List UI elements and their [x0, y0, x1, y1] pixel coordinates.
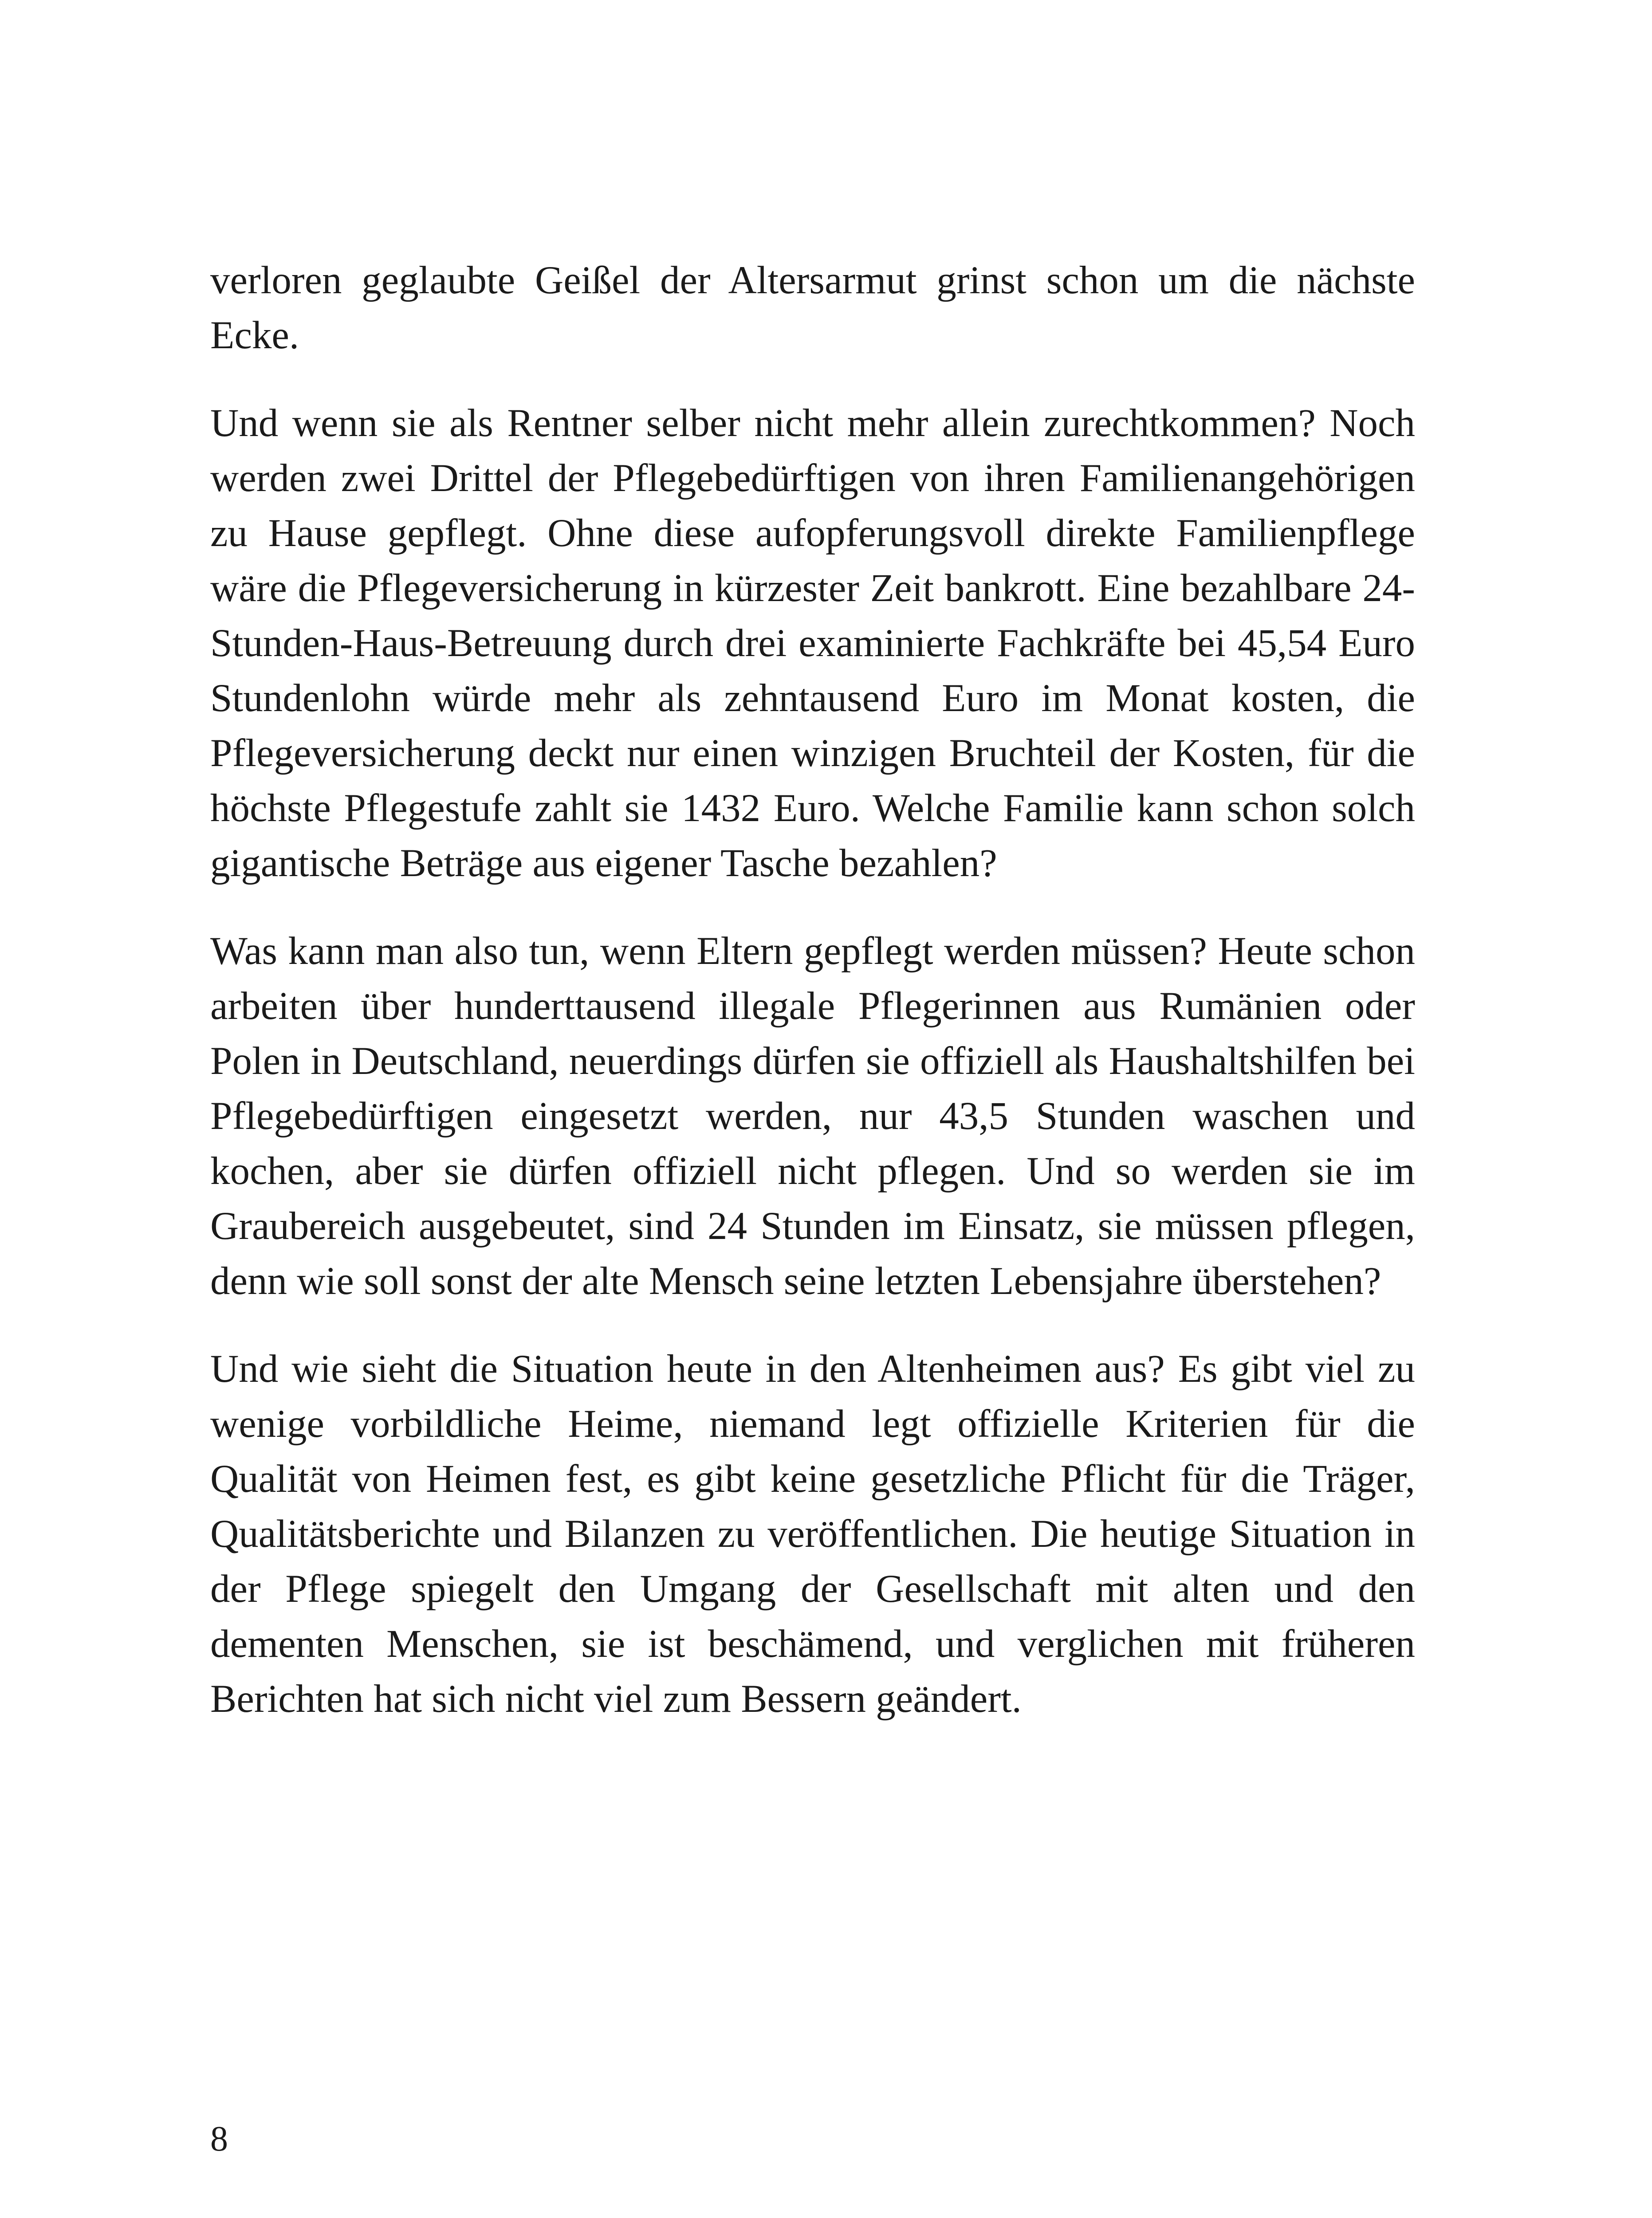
paragraph-1: verloren geglaubte Geißel der Altersarmut grinst schon um die nächste Ecke.	[210, 259, 1415, 357]
body-text	[210, 253, 1415, 1759]
paragraph-2: Und wenn sie als Rentner selber nicht mehr allein zurechtkommen? Noch werden zwei Drittel der Pflegebedürftigen von ihren Familienangehörigen zu Hause gepflegt. Ohne diese aufopferungsvoll direkte Familienpflege wäre die Pflegeversicherung in kürzester Zeit bankrott. Eine bezahlbare 24-Stunden-Haus-Betreuung durch drei examinierte Fachkräfte bei 45,54 Euro Stundenlohn würde mehr als zehntausend Euro im Monat kosten, die Pflegeversicherung deckt nur einen winzigen Bruchteil der Kosten, für die höchste Pflegestufe zahlt sie 1432 Euro. Welche Familie kann schon solch gigantische Beträge aus eigener Tasche bezahlen?	[210, 401, 1415, 885]
page-number: 8	[210, 2120, 228, 2159]
paragraph-3: Was kann man also tun, wenn Eltern gepflegt werden müssen? Heute schon arbeiten über hunderttausend illegale Pflegerinnen aus Rumänien oder Polen in Deutschland, neuerdings dürfen sie offiziell als Haushaltshilfen bei Pflegebedürftigen eingesetzt werden, nur 43,5 Stunden waschen und kochen, aber sie dürfen offiziell nicht pflegen. Und so werden sie im Graubereich ausgebeutet, sind 24 Stunden im Einsatz, sie müssen pflegen, denn wie soll sonst der alte Mensch seine letzten Lebensjahre überstehen?	[210, 929, 1415, 1303]
paragraph-4: Und wie sieht die Situation heute in den Altenheimen aus? Es gibt viel zu wenige vorbildliche Heime, niemand legt offizielle Kriterien für die Qualität von Heimen fest, es gibt keine gesetzliche Pflicht für die Träger, Qualitätsberichte und Bilanzen zu veröffentlichen. Die heutige Situation in der Pflege spiegelt den Umgang der Gesellschaft mit alten und den dementen Menschen, sie ist beschämend, und verglichen mit früheren Berichten hat sich nicht viel zum Bessern geändert.	[210, 1347, 1415, 1721]
